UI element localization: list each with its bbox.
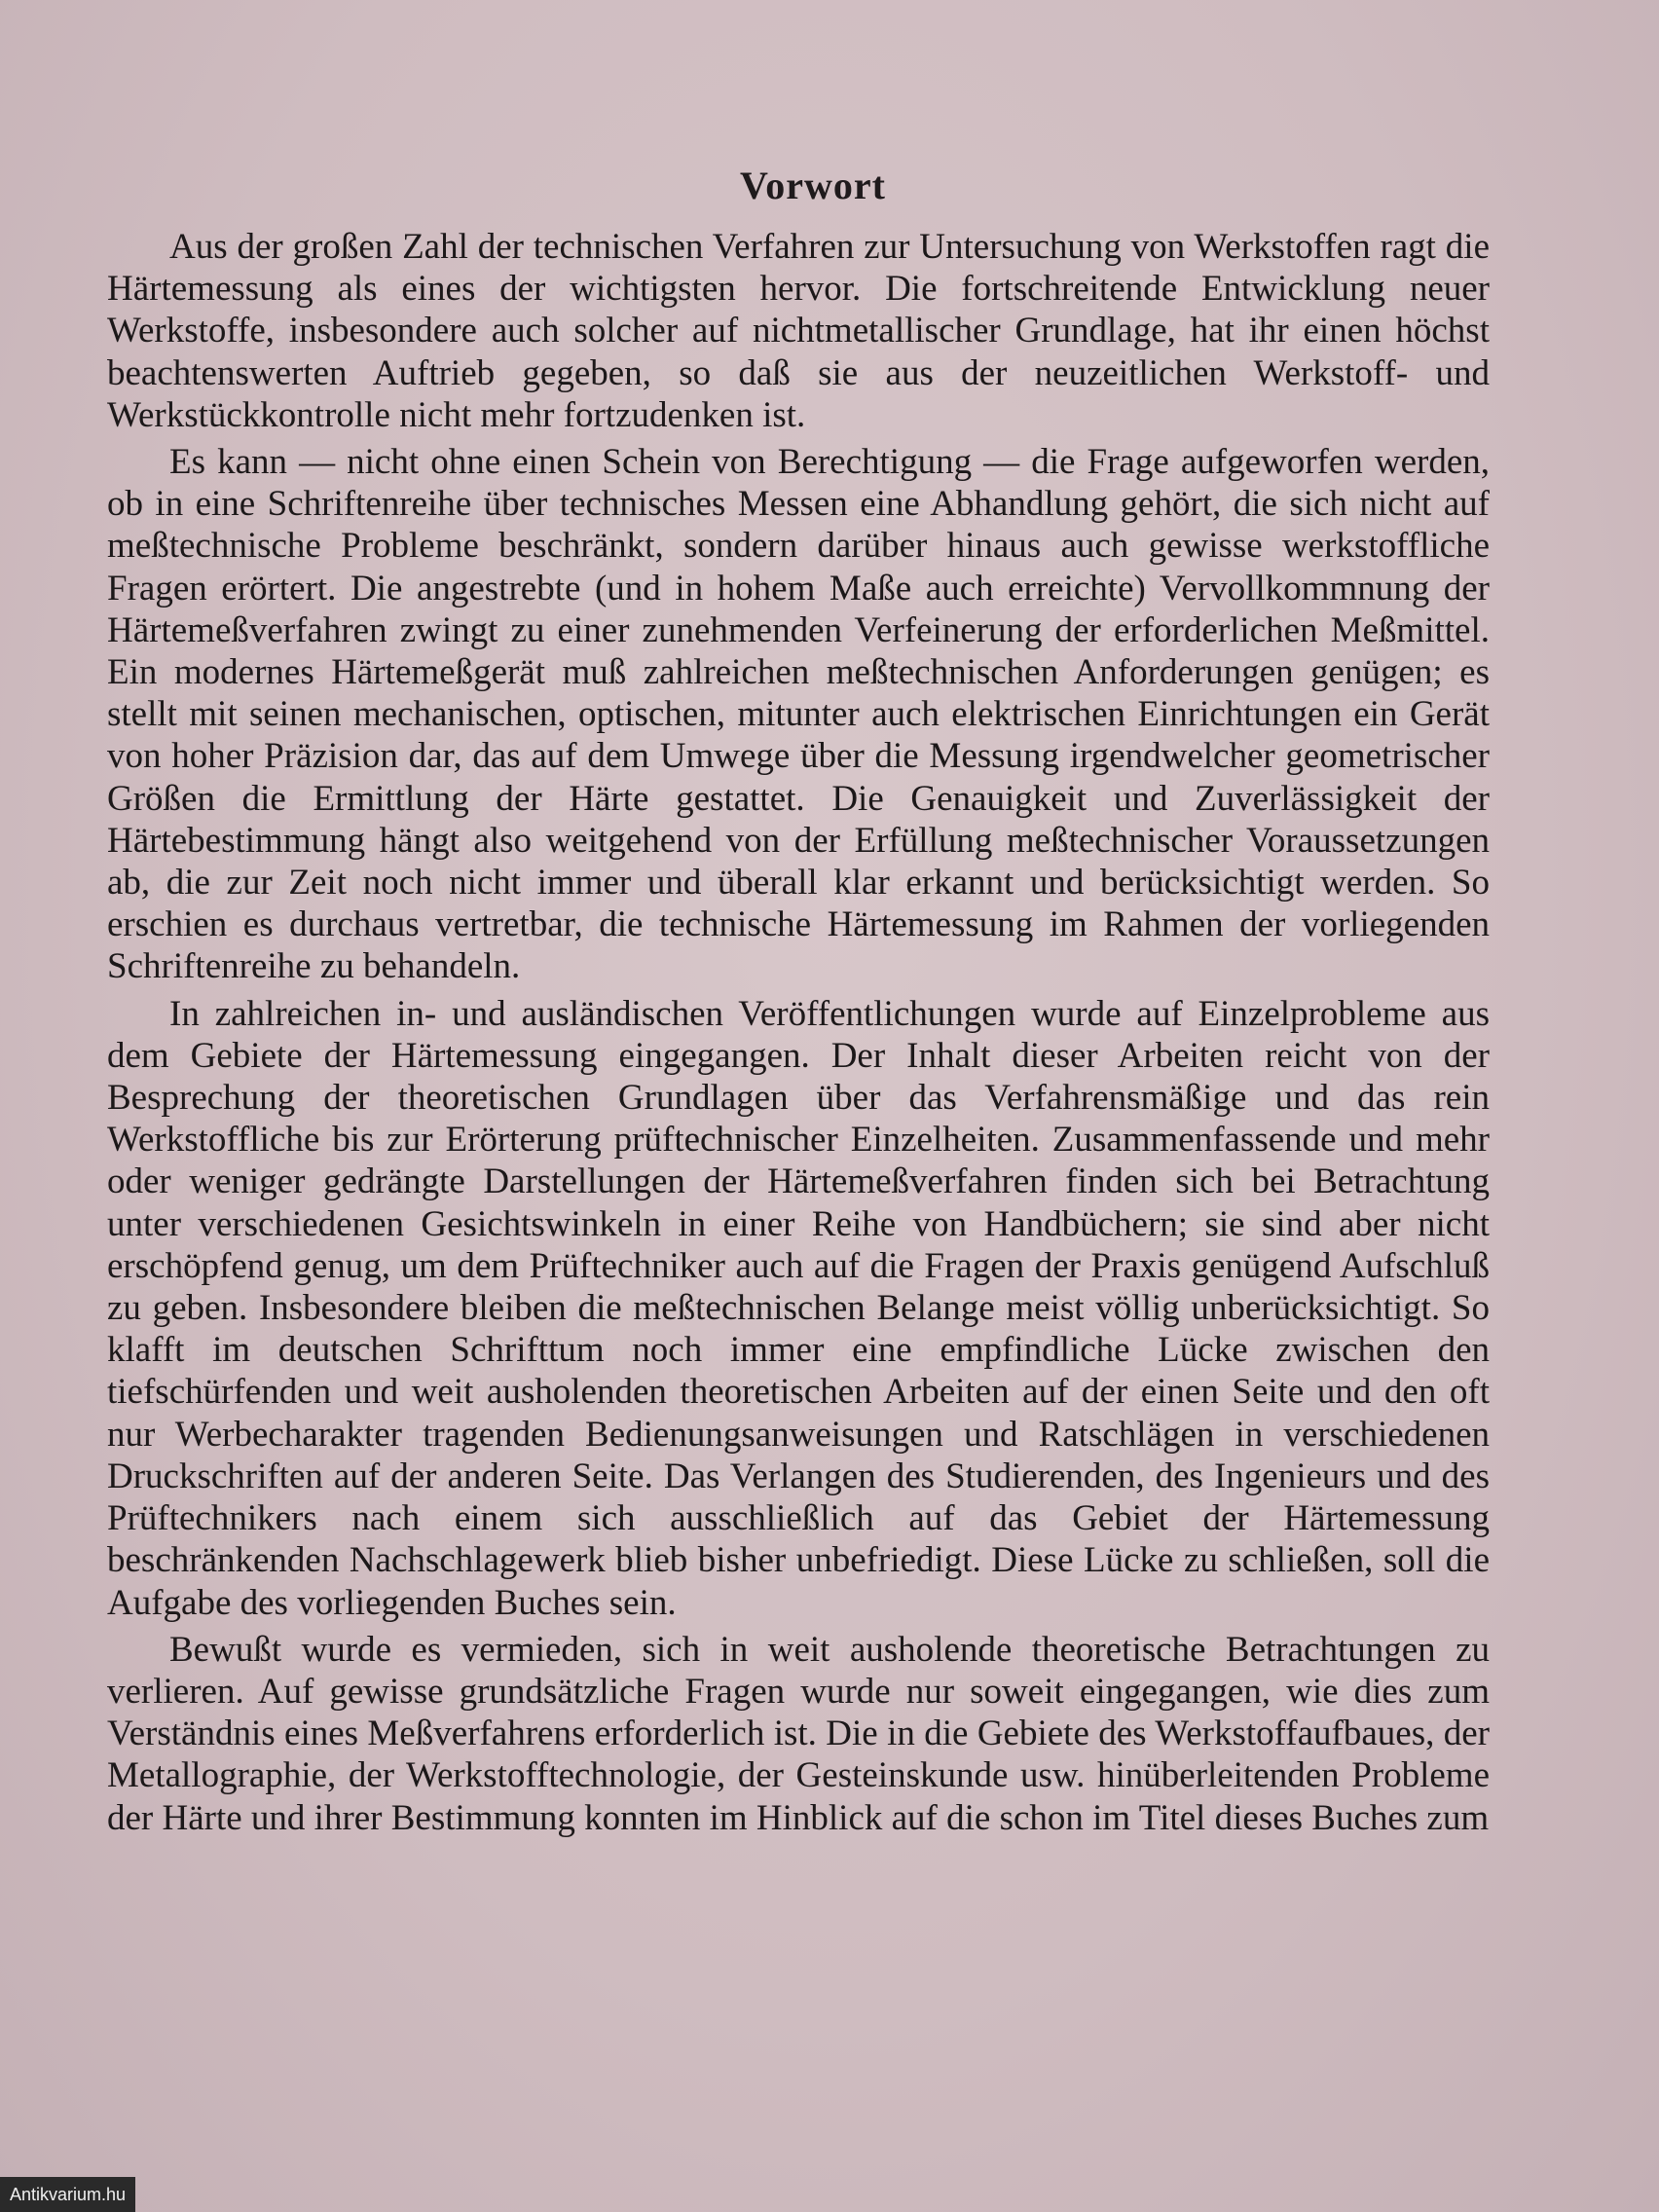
paragraph-3: In zahlreichen in- und ausländischen Veröffentlichungen wurde auf Einzelprobleme aus dem Gebiete der Härtemessung eingegangen. Der Inhalt dieser Arbeiten reicht von der Besprechung der theoretischen Grundlagen über das Verfahrensmäßige und das rein Werkstoffliche bis zur Erörterung prüftechnischer Einzelheiten. Zusammenfassende und mehr oder weniger gedrängte Darstellungen der Härtemeßverfahren finden sich bei Betrachtung unter verschiedenen Gesichtswinkeln in einer Reihe von Handbüchern; sie sind aber nicht erschöpfend genug, um dem Prüftechniker auch auf die Fragen der Praxis genügend Aufschluß zu geben. Insbesondere bleiben die meßtechnischen Belange meist völlig unberücksichtigt. So klafft im deutschen Schrifttum noch immer eine empfindliche Lücke zwischen den tiefschürfenden und weit ausholenden theoretischen Arbeiten auf der einen Seite und den oft nur Werbecharakter tragenden Bedienungsanweisungen und Ratschlägen in verschiedenen Druckschriften auf der anderen Seite. Das Verlangen des Studierenden, des Ingenieurs und des Prüftechnikers nach einem sich ausschließlich auf das Gebiet der Härtemessung beschränkenden Nachschlagewerk blieb bisher unbefriedigt. Diese Lücke zu schließen, soll die Aufgabe des vorliegenden Buches sein. (107, 993, 1490, 1623)
paragraph-1: Aus der großen Zahl der technischen Verfahren zur Untersuchung von Werkstoffen ragt die Härtemessung als eines der wichtigsten hervor. Die fortschreitende Entwicklung neuer Werkstoffe, insbesondere auch solcher auf nichtmetallischer Grundlage, hat ihr einen höchst beachtenswerten Auftrieb gegeben, so daß sie aus der neuzeitlichen Werkstoff- und Werkstückkontrolle nicht mehr fortzudenken ist. (107, 227, 1490, 435)
show-through-text (146, 0, 1509, 166)
watermark-label: Antikvarium.hu (0, 2177, 135, 2212)
preface-body (107, 226, 1490, 1844)
page-title: Vorwort (740, 163, 886, 207)
paragraph-2: Es kann — nicht ohne einen Schein von Berechtigung — die Frage aufgeworfen werden, ob in eine Schriftenreihe über technisches Messen eine Abhandlung gehört, die sich nicht auf meßtechnische Probleme beschränkt, sondern darüber hinaus auch gewisse werkstoffliche Fragen erörtert. Die angestrebte (und in hohem Maße auch erreichte) Vervollkommnung der Härtemeßverfahren zwingt zu einer zunehmenden Verfeinerung der erforderlichen Meßmittel. Ein modernes Härtemeßgerät muß zahlreichen meßtechnischen Anforderungen genügen; es stellt mit seinen mechanischen, optischen, mitunter auch elektrischen Einrichtungen ein Gerät von hoher Präzision dar, das auf dem Umwege über die Messung irgendwelcher geometrischer Größen die Ermittlung der Härte gestattet. Die Genauigkeit und Zuverlässigkeit der Härtebestimmung hängt also weitgehend von der Erfüllung meßtechnischer Voraussetzungen ab, die zur Zeit noch nicht immer und überall klar erkannt und berücksichtigt werden. So erschien es durchaus vertretbar, die technische Härtemessung im Rahmen der vorliegenden Schriftenreihe zu behandeln. (107, 442, 1490, 987)
paragraph-4: Bewußt wurde es vermieden, sich in weit ausholende theoretische Betrachtungen zu verlieren. Auf gewisse grundsätzliche Fragen wurde nur soweit eingegangen, wie dies zum Verständnis eines Meßverfahrens erforderlich ist. Die in die Gebiete des Werkstoffaufbaues, der Metallographie, der Werkstofftechnologie, der Gesteinskunde usw. hinüberleitenden Probleme der Härte und ihrer Bestimmung konnten im Hinblick auf die schon im Titel dieses Buches zum (107, 1629, 1490, 1838)
